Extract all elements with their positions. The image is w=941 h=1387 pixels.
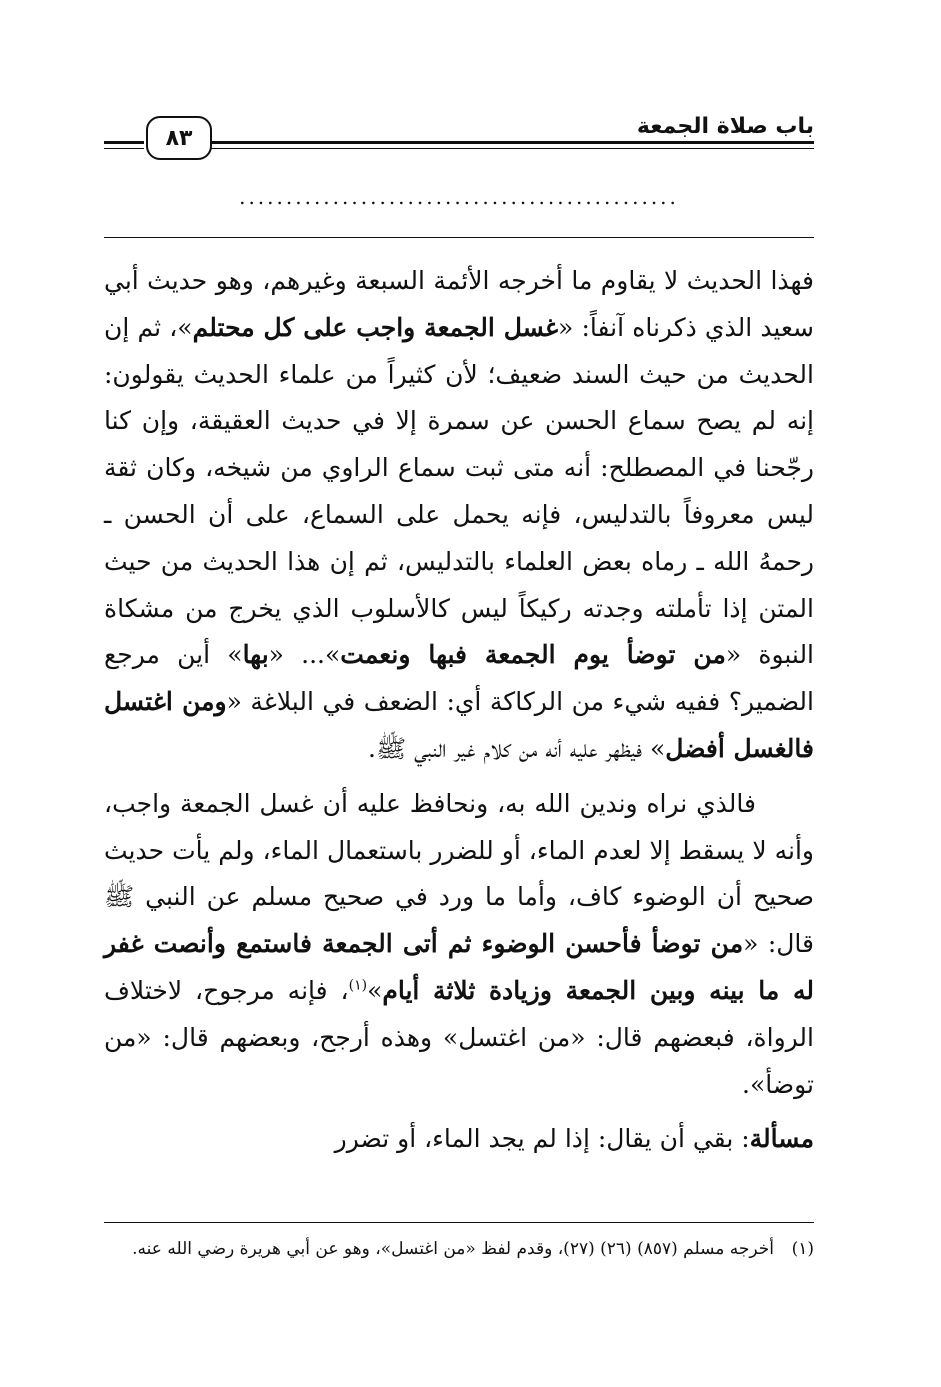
page-header (104, 108, 814, 158)
header-rule-left (104, 141, 144, 144)
hadith-quote: من توضأ يوم الجمعة فبها ونعمت (340, 640, 726, 670)
separator-rule (104, 237, 814, 238)
hadith-quote: من توضأ فأحسن الوضوء ثم أتى الجمعة فاستمع وأنصت غفر له ما بينه وبين الجمعة وزيادة ثلاثة أيام (104, 929, 814, 1005)
page-number (146, 116, 212, 160)
text-run: فالذي نراه وندين الله به، ونحافظ عليه أن غسل الجمعة واجب، وأنه لا يسقط إلا لعدم الماء، أو للضرر باستعمال الماء، ولم يأت حديث صحيح أن الوضوء كاف، وأما ما ورد في صحيح مسلم عن النبي ﷺ قال: « (104, 788, 814, 959)
chapter-title: باب صلاة الجمعة (636, 114, 814, 139)
text-run: »... « (268, 640, 341, 670)
text-run: فهذا الحديث لا يقاوم ما أخرجه الأئمة السبعة وغيرهم، وهو حديث أبي سعيد الذي ذكرناه آنفاً: « (104, 266, 814, 342)
main-text (104, 258, 814, 1163)
footnote-rule (104, 1222, 814, 1223)
omission-dots: ............................................... (239, 185, 679, 209)
page-number-text: ٨٣ (165, 125, 193, 151)
header-rule-thin (208, 148, 814, 149)
text-run: »، ثم إن الحديث من حيث السند ضعيف؛ لأن كثيراً من علماء الحديث يقولون: إنه لم يصح سماع الحسن عن سمرة إلا في حديث العقيقة، وإن كنا رجّحنا في المصطلح: أنه متى ثبت سماع الراوي من شيخه، وكان ثقة ليس معروفاً بالتدليس، فإنه يحمل على السماع، على أن الحسن ـ رحمهُ الله ـ رماه بعض العلماء بالتدليس، ثم إن هذا الحديث من حيث المتن إذا تأملته وجدته ركيكاً ليس كالأسلوب الذي يخرج من مشكاة النبوة « (104, 312, 815, 670)
text-run: » فيظهر عليه أنه من كلام غير النبي ﷺ. (368, 733, 666, 763)
text-run: ، فإنه مرجوح، لاختلاف الرواة، فبعضهم قال: «من اغتسل» وهذه أرجح، وبعضهم قال: «من توضأ». (104, 975, 814, 1099)
paragraph-3 (104, 1116, 814, 1163)
footnote-number: (١) (791, 1239, 814, 1259)
hadith-quote: ومن اغتسل فالغسل أفضل (104, 687, 814, 763)
footnote-text: أخرجه مسلم (٨٥٧) (٢٦) (٢٧)، وقدم لفظ «من اغتسل»، وهو عن أبي هريرة رضي الله عنه. (132, 1239, 774, 1259)
header-rule (208, 141, 814, 144)
text-run: » (367, 975, 383, 1005)
text-run: : بقي أن يقال: إذا لم يجد الماء، أو تضرر (334, 1124, 750, 1154)
footnote (104, 1232, 814, 1266)
hadith-quote: غسل الجمعة واجب على كل محتلم (192, 312, 559, 342)
footnote-ref[interactable]: (١) (348, 977, 368, 994)
issue-label: مسألة (749, 1124, 814, 1154)
hadith-quote: بها (242, 640, 269, 670)
paragraph-2 (104, 781, 814, 1109)
text-run: » أين مرجع الضمير؟ ففيه شيء من الركاكة أي: الضعف في البلاغة « (104, 640, 814, 717)
paragraph-1 (104, 258, 814, 773)
header-rule-left-thin (104, 148, 144, 149)
